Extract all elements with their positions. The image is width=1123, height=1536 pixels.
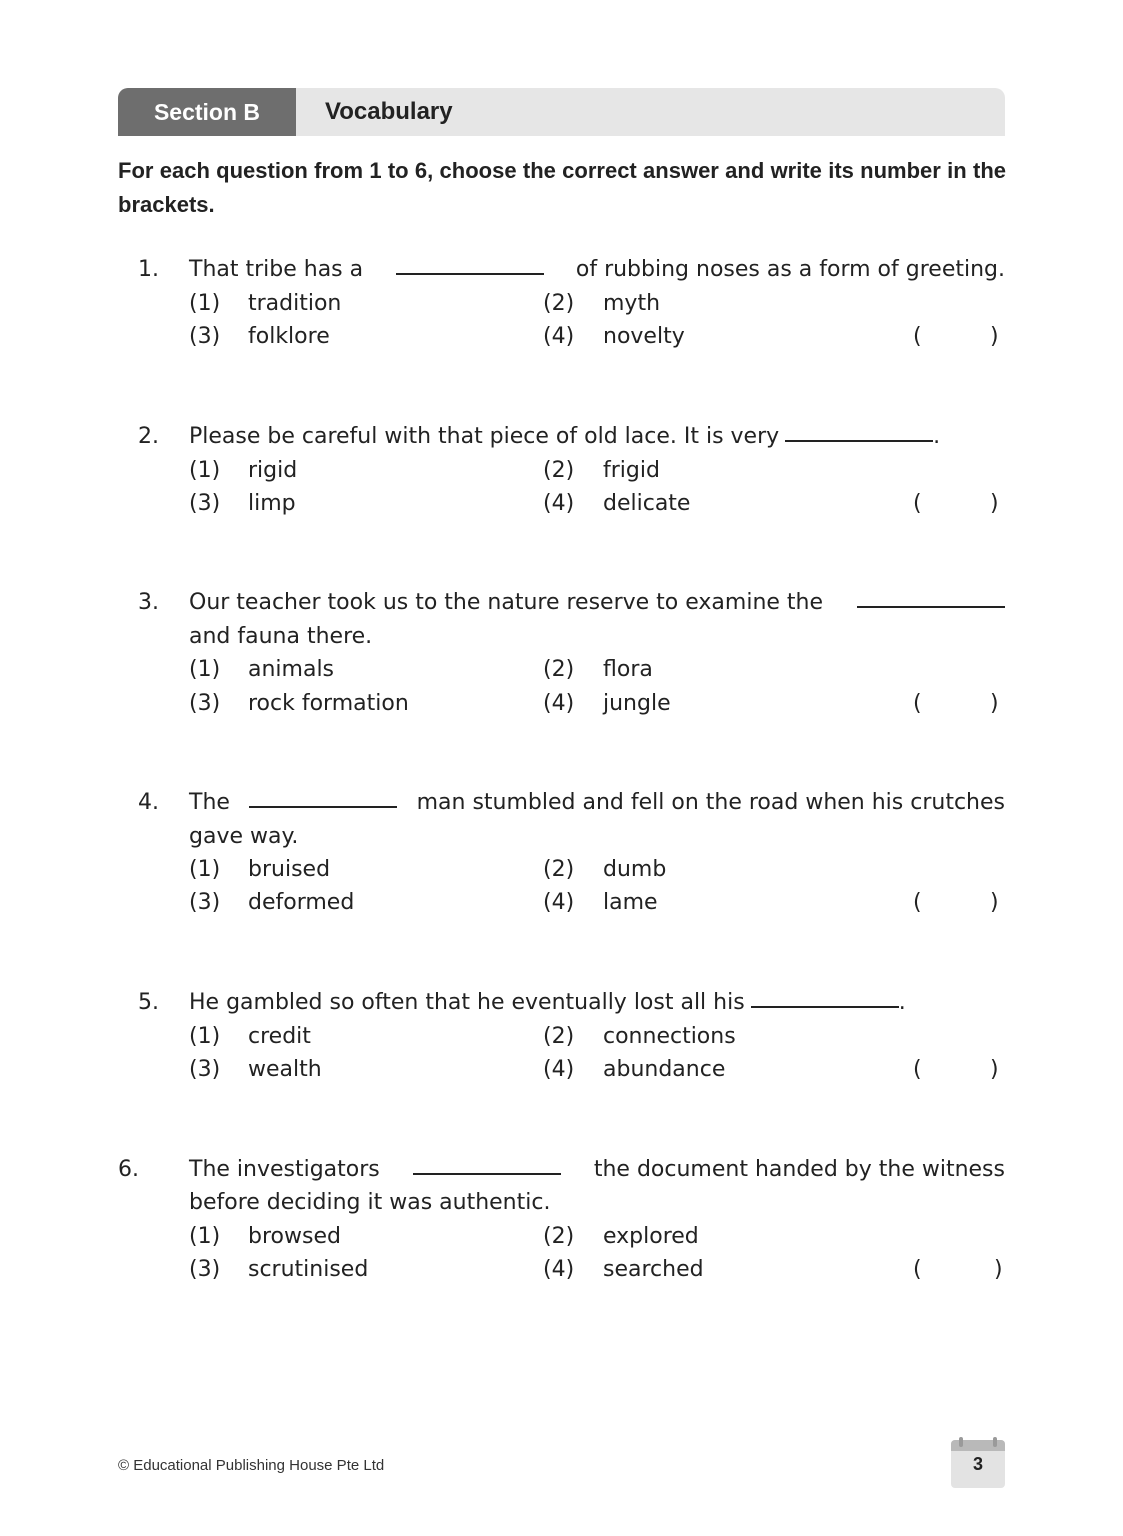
question-stem (189, 420, 1005, 454)
option-text: credit (248, 1024, 311, 1049)
option-text: limp (248, 491, 296, 516)
page-number: 3 (972, 1454, 983, 1474)
option-text: folklore (248, 324, 330, 349)
answer-blank (249, 786, 397, 808)
option-text: frigid (603, 458, 660, 483)
option-label: (4) (543, 890, 575, 915)
calendar-ring-icon (993, 1437, 997, 1447)
option-label: (4) (543, 1057, 575, 1082)
question-number: 5. (138, 990, 159, 1015)
option-label: (2) (543, 1024, 575, 1049)
instructions: For each question from 1 to 6, choose the correct answer and write its number in the brackets. (118, 158, 1006, 217)
option-label: (2) (543, 657, 575, 682)
stem-before: He gambled so often that he eventually lost all his (189, 990, 745, 1015)
answer-bracket-open[interactable]: ( (913, 890, 922, 915)
answer-bracket-close: ) (990, 324, 999, 349)
option-label: (3) (189, 491, 221, 516)
question-number: 1. (138, 257, 159, 282)
question-number: 6. (118, 1157, 139, 1182)
answer-bracket-open[interactable]: ( (913, 491, 922, 516)
section-header (118, 88, 1005, 136)
stem-after: . (933, 424, 941, 449)
answer-bracket-open[interactable]: ( (913, 691, 922, 716)
answer-blank (751, 986, 899, 1008)
answer-blank (857, 586, 1005, 608)
question-stem (189, 1153, 1005, 1187)
option-label: (4) (543, 324, 575, 349)
page-number-badge (951, 1440, 1005, 1488)
answer-bracket-close: ) (990, 1057, 999, 1082)
option-label: (4) (543, 691, 575, 716)
option-label: (2) (543, 857, 575, 882)
option-label: (3) (189, 691, 221, 716)
option-text: lame (603, 890, 658, 915)
option-text: dumb (603, 857, 667, 882)
copyright-notice: © Educational Publishing House Pte Ltd (118, 1457, 385, 1474)
option-text: jungle (603, 691, 671, 716)
option-text: bruised (248, 857, 331, 882)
option-text: wealth (248, 1057, 322, 1082)
question-number: 4. (138, 790, 159, 815)
answer-blank (413, 1153, 561, 1175)
question-stem (189, 786, 1005, 820)
option-text: rigid (248, 458, 298, 483)
question-stem (189, 986, 1005, 1020)
option-text: searched (603, 1257, 704, 1282)
option-label: (4) (543, 491, 575, 516)
option-text: connections (603, 1024, 736, 1049)
stem-before: That tribe has a (189, 257, 364, 282)
stem-after: . (898, 990, 906, 1015)
answer-bracket-close: ) (990, 691, 999, 716)
option-text: explored (603, 1224, 699, 1249)
answer-bracket-close: ) (990, 491, 999, 516)
option-label: (3) (189, 1257, 221, 1282)
option-text: tradition (248, 291, 342, 316)
option-label: (4) (543, 1257, 575, 1282)
stem-before: Please be careful with that piece of old lace. It is very (189, 424, 780, 449)
section-label: Section B (118, 88, 296, 136)
option-label: (1) (189, 657, 221, 682)
answer-bracket-open[interactable]: ( (913, 1057, 922, 1082)
option-label: (2) (543, 458, 575, 483)
option-text: scrutinised (248, 1257, 369, 1282)
option-label: (2) (543, 1224, 575, 1249)
stem-before: The (189, 790, 230, 815)
option-text: deformed (248, 890, 355, 915)
stem-after: of rubbing noses as a form of greeting. (575, 257, 1005, 282)
option-label: (1) (189, 1224, 221, 1249)
option-label: (1) (189, 1024, 221, 1049)
question-number: 3. (138, 590, 159, 615)
option-text: myth (603, 291, 661, 316)
option-label: (3) (189, 1057, 221, 1082)
answer-bracket-close: ) (990, 890, 999, 915)
option-label: (3) (189, 324, 221, 349)
calendar-ring-icon (959, 1437, 963, 1447)
option-text: novelty (603, 324, 685, 349)
option-label: (2) (543, 291, 575, 316)
question-number: 2. (138, 424, 159, 449)
answer-bracket-close: ) (994, 1257, 1003, 1282)
answer-blank (785, 420, 933, 442)
answer-bracket-open[interactable]: ( (913, 324, 922, 349)
stem-before: Our teacher took us to the nature reserve to examine the (189, 590, 824, 615)
stem-line-2: and fauna there. (189, 624, 373, 649)
option-text: rock formation (248, 691, 409, 716)
stem-line-2: before deciding it was authentic. (189, 1190, 551, 1215)
option-label: (1) (189, 857, 221, 882)
stem-after: man stumbled and fell on the road when his crutches (416, 790, 1005, 815)
stem-line-2: gave way. (189, 824, 299, 849)
section-title: Vocabulary (325, 98, 453, 125)
option-text: browsed (248, 1224, 341, 1249)
option-text: abundance (603, 1057, 726, 1082)
stem-before: The investigators (189, 1157, 380, 1182)
stem-after: the document handed by the witness (593, 1157, 1005, 1182)
option-label: (1) (189, 458, 221, 483)
answer-blank (396, 253, 544, 275)
option-label: (3) (189, 890, 221, 915)
question-stem (189, 586, 1005, 620)
answer-bracket-open[interactable]: ( (913, 1257, 922, 1282)
question-stem (189, 253, 1005, 287)
option-text: flora (603, 657, 653, 682)
option-label: (1) (189, 291, 221, 316)
option-text: animals (248, 657, 335, 682)
option-text: delicate (603, 491, 691, 516)
